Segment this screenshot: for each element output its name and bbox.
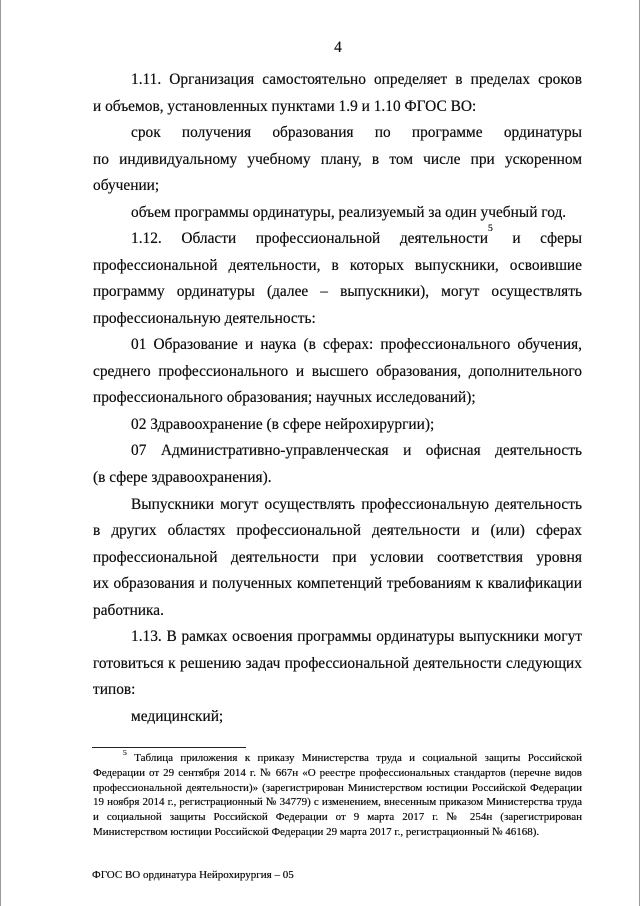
footnote-divider bbox=[92, 747, 246, 748]
paragraph-area-07 bbox=[93, 438, 582, 491]
text-line: срок получения образования по программе ординатуры bbox=[131, 124, 582, 142]
footnote-line: 19 ноября 2014 г., регистрационный № 34779) с изменением, внесенным приказом Министерства труда bbox=[93, 796, 582, 809]
footnote-line bbox=[93, 748, 582, 766]
text-line: Выпускники могут осуществлять профессиональную деятельность bbox=[131, 495, 582, 513]
footnote-reference: 5 bbox=[487, 223, 493, 235]
text-line: профессионального образования; научных исследований); bbox=[93, 389, 476, 407]
text-line: 01 Образование и наука (в сферах: профессионального обучения, bbox=[131, 336, 582, 354]
text-segment: Таблица приложения к приказу Министерства труда и социальной защиты Российской bbox=[134, 752, 582, 764]
text-segment: и сферы bbox=[512, 230, 582, 248]
paragraph-medical bbox=[93, 704, 582, 731]
text-line: работника. bbox=[93, 601, 164, 619]
paragraph-term bbox=[93, 120, 582, 200]
text-line: медицинский; bbox=[131, 707, 224, 725]
text-line: объем программы ординатуры, реализуемый за один учебный год. bbox=[131, 203, 567, 221]
paragraph-area-01 bbox=[93, 332, 582, 412]
page-number: 4 bbox=[334, 39, 342, 56]
text-line: в других областях профессиональной деятельности и (или) сферах bbox=[93, 522, 582, 540]
text-line: по индивидуальному учебному плану, в том числе при ускоренном bbox=[93, 150, 582, 168]
text-line: 1.13. В рамках освоения программы ординатуры выпускники могут bbox=[131, 628, 582, 646]
paragraph-area-02 bbox=[93, 412, 582, 439]
text-line: типов: bbox=[93, 681, 136, 699]
text-line: 1.11. Организация самостоятельно определяет в пределах сроков bbox=[131, 71, 582, 88]
paragraph-volume bbox=[93, 200, 582, 227]
text-line: их образования и полученных компетенций требованиям к квалификации bbox=[93, 575, 582, 593]
footnote-marker: 5 bbox=[123, 748, 127, 757]
footnote bbox=[93, 748, 582, 840]
page-footer: ФГОС ВО ординатура Нейрохирургия – 05 bbox=[92, 869, 294, 881]
text-line: профессиональной деятельности при условии соответствия уровня bbox=[93, 548, 582, 566]
text-line: среднего профессионального и высшего образования, дополнительного bbox=[93, 362, 582, 380]
footnote-line: и социальной защиты Российской Федерации от 9 марта 2017 г. № 254н (зарегистрирован bbox=[93, 811, 582, 824]
text-line: 07 Административно-управленческая и офисная деятельность bbox=[131, 442, 582, 460]
text-line: обучении; bbox=[93, 177, 160, 195]
paragraph-1-11 bbox=[93, 67, 582, 120]
body-text bbox=[93, 67, 582, 730]
text-segment: 1.12. Области профессиональной деятельности bbox=[131, 230, 488, 248]
text-line: (в сфере здравоохранения). bbox=[93, 468, 272, 486]
text-line: и объемов, установленных пунктами 1.9 и 1.10 ФГОС ВО: bbox=[93, 97, 477, 115]
footnote-line: Министерством юстиции Российской Федерации 29 марта 2017 г., регистрационный № 46168). bbox=[93, 825, 540, 838]
paragraph-1-12 bbox=[93, 223, 582, 332]
paragraph-graduates bbox=[93, 492, 582, 625]
footnote-line: Федерации от 29 сентября 2014 г. № 667н «О реестре профессиональных стандартов (перечне видов bbox=[93, 766, 582, 779]
text-line: программу ординатуры (далее – выпускники), могут осуществлять bbox=[93, 283, 582, 301]
footnote-line: профессиональной деятельности)» (зарегистрирован Министерством юстиции Российской Федерации bbox=[93, 781, 582, 794]
text-line: 02 Здравоохранение (в сфере нейрохирургии); bbox=[131, 415, 435, 433]
text-line bbox=[93, 223, 582, 253]
text-line: профессиональной деятельности, в которых выпускники, освоившие bbox=[93, 256, 582, 274]
text-line: профессиональную деятельность: bbox=[93, 309, 316, 327]
text-line: готовиться к решению задач профессиональной деятельности следующих bbox=[93, 654, 582, 672]
paragraph-1-13 bbox=[93, 624, 582, 704]
